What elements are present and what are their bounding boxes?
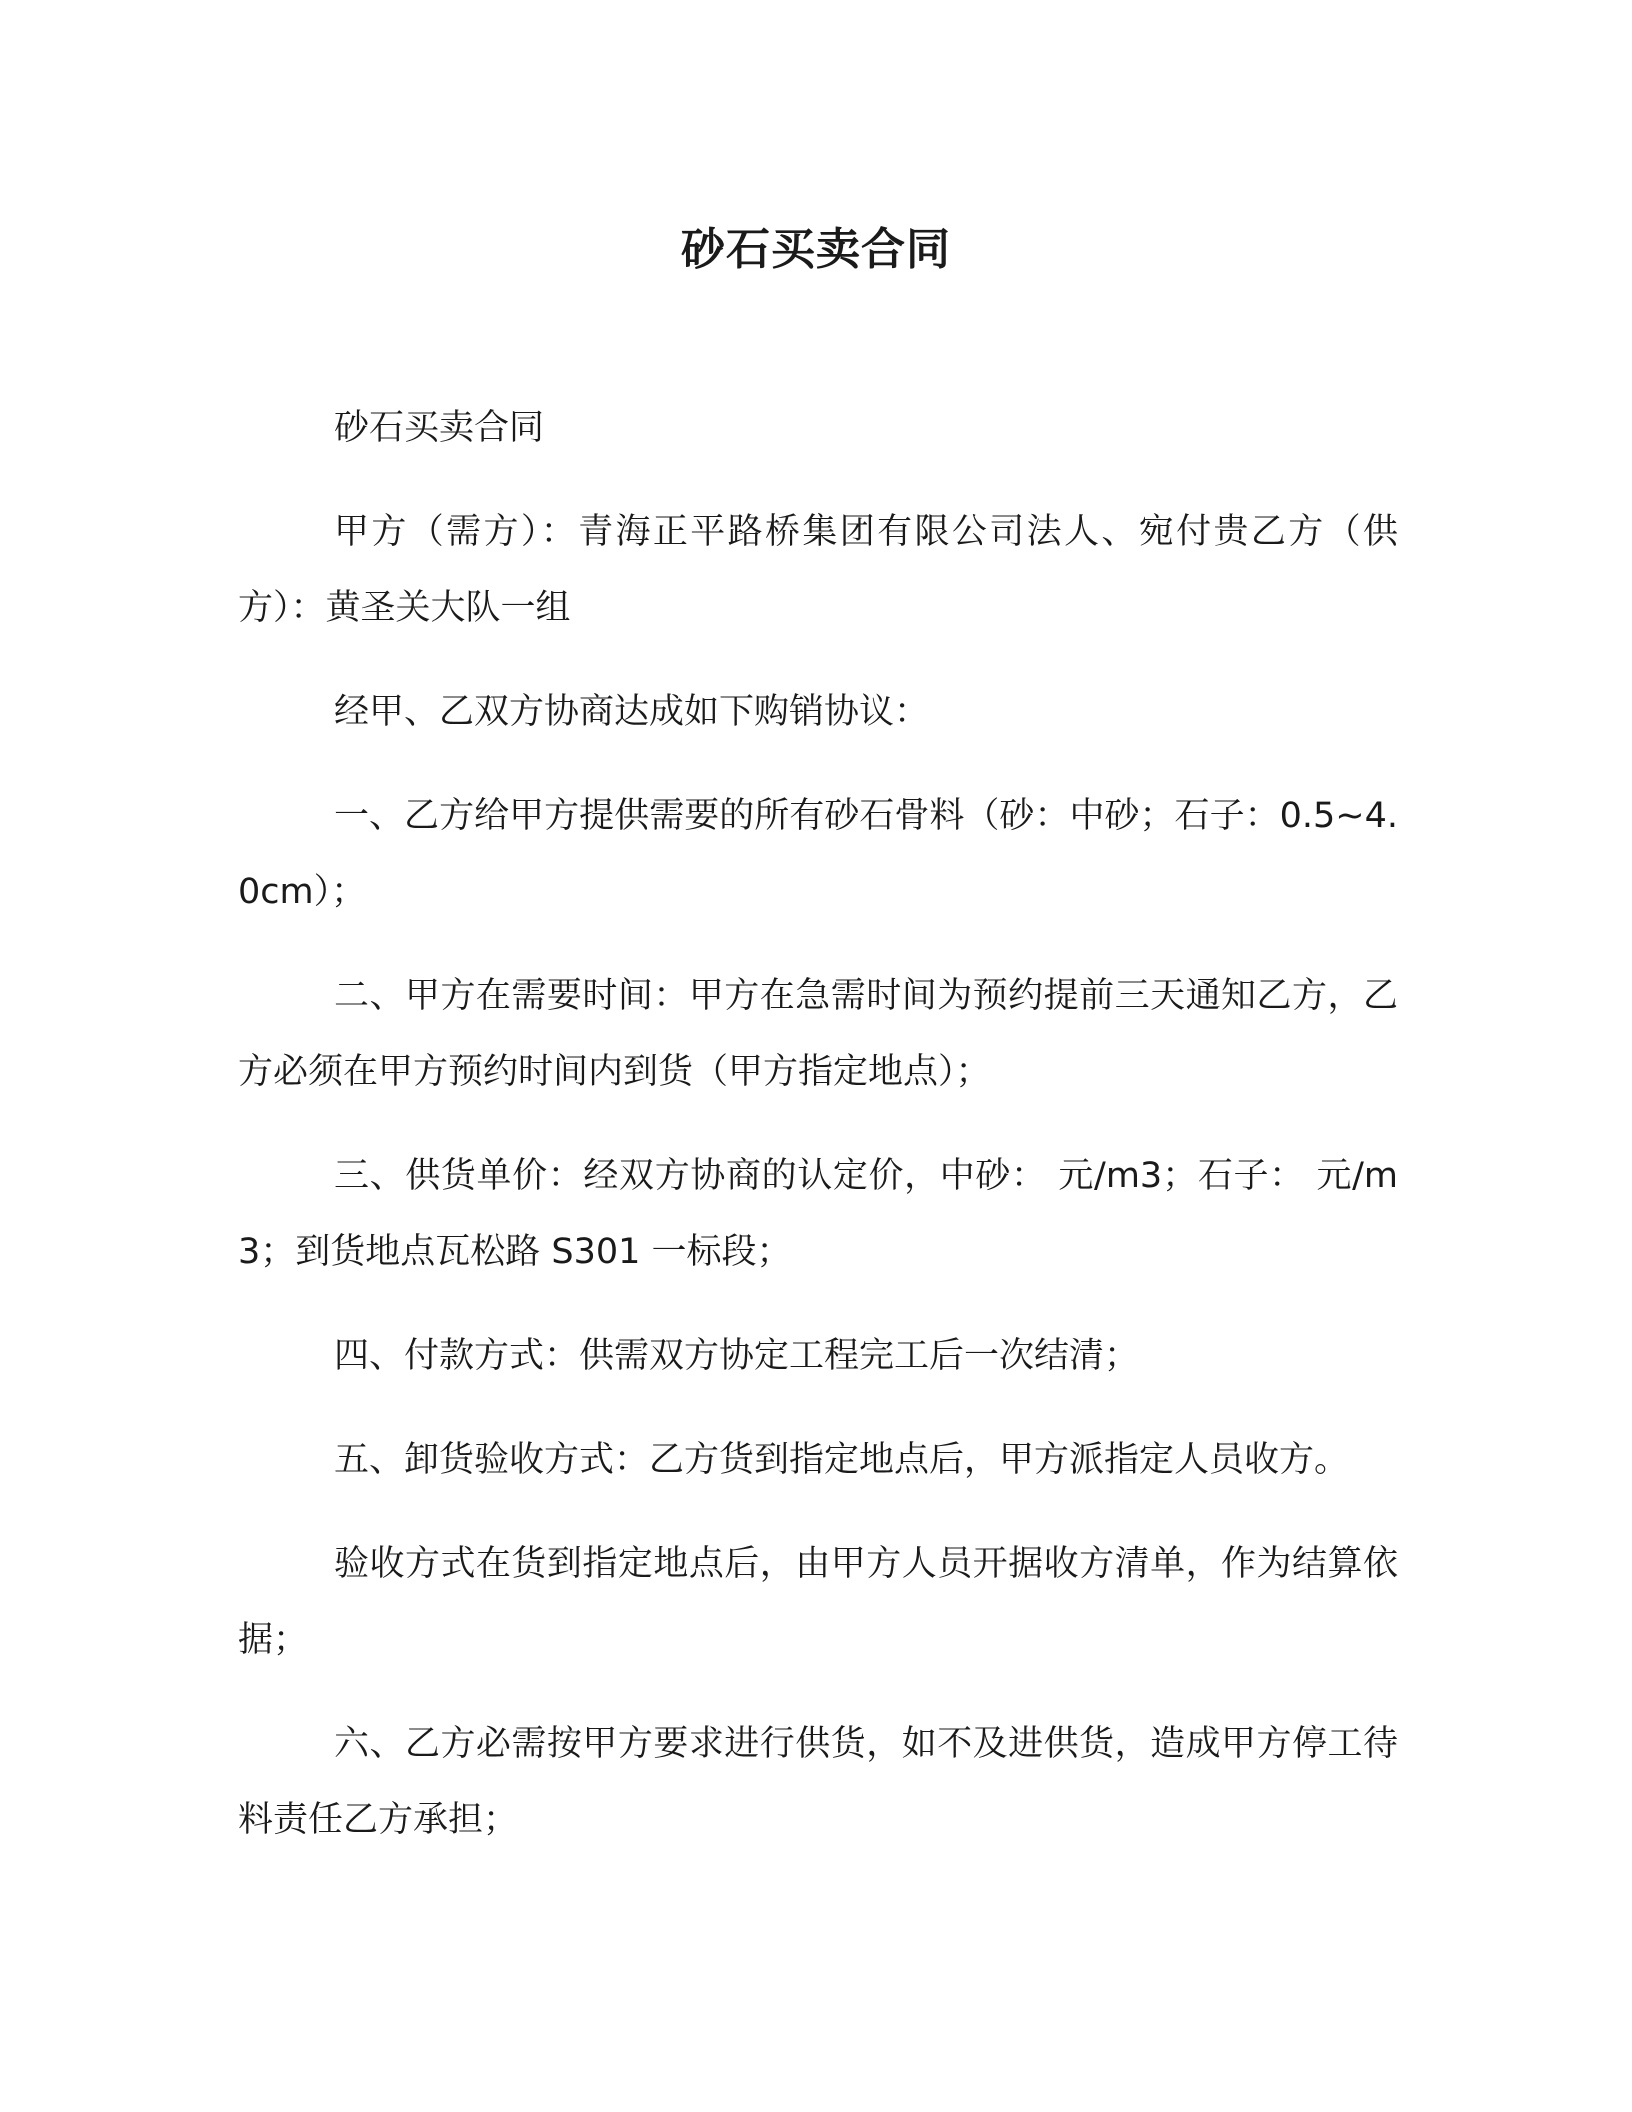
clause-4: 四、付款方式：供需双方协定工程完工后一次结清； <box>334 1336 1140 1376</box>
clause-5-inspection: 验收方式在货到指定地点后，由甲方人员开据收方清单，作为结算依据； <box>238 1544 1398 1660</box>
clause-3: 三、供货单价：经双方协商的认定价，中砂： 元/m3；石子： 元/m3；到货地点瓦松路 S301 一标段； <box>238 1156 1398 1272</box>
paragraph-parties: 甲方（需方）：青海正平路桥集团有限公司法人、宛付贵乙方（供方）：黄圣关大队一组 <box>238 512 1398 628</box>
clause-2: 二、甲方在需要时间：甲方在急需时间为预约提前三天通知乙方，乙方必须在甲方预约时间内到货（甲方指定地点）； <box>238 976 1398 1092</box>
clause-1: 一、乙方给甲方提供需要的所有砂石骨料（砂：中砂；石子：0.5~4.0cm）； <box>238 796 1398 912</box>
paragraph-heading: 砂石买卖合同 <box>334 408 545 448</box>
document-body <box>238 390 1398 1886</box>
clause-5: 五、卸货验收方式：乙方货到指定地点后，甲方派指定人员收方。 <box>334 1440 1350 1480</box>
paragraph-agreement-intro: 经甲、乙双方协商达成如下购销协议： <box>334 692 930 732</box>
clause-6: 六、乙方必需按甲方要求进行供货，如不及进供货，造成甲方停工待料责任乙方承担； <box>238 1724 1398 1840</box>
document-title: 砂石买卖合同 <box>681 224 951 275</box>
